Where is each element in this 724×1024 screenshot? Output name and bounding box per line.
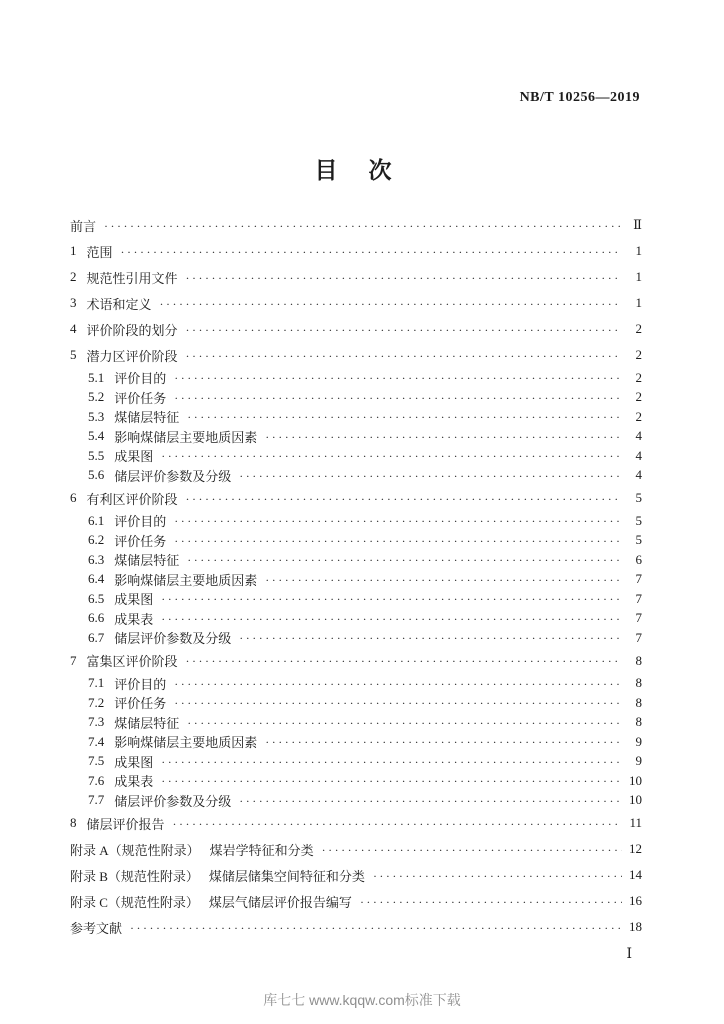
toc-entry-label: 煤储层储集空间特征和分类 <box>208 868 365 884</box>
toc-entry-label: 成果图 <box>114 592 154 608</box>
toc-entry-number: 7.1 <box>88 675 105 691</box>
folio-page-number: Ⅰ <box>626 947 632 962</box>
toc-entry <box>70 914 642 940</box>
dot-leader <box>174 370 622 385</box>
toc-entry-number: 6.5 <box>88 590 105 606</box>
dot-leader <box>174 390 622 405</box>
dot-leader <box>174 533 622 548</box>
toc-entry <box>70 693 642 713</box>
toc-entry-label: 储层评价报告 <box>86 816 165 832</box>
toc-entry <box>70 290 642 316</box>
toc-entry <box>70 446 642 466</box>
toc-entry <box>70 589 642 609</box>
toc-entry-page: 1 <box>635 269 642 284</box>
dot-leader <box>161 448 622 463</box>
toc-entry-number: 附录 C（规范性附录） <box>70 894 199 910</box>
toc-entry <box>70 732 642 752</box>
dot-leader <box>186 270 622 285</box>
dot-leader <box>186 491 622 506</box>
toc-entry-label: 潜力区评价阶段 <box>86 348 178 364</box>
toc-entry-page: 2 <box>635 347 642 362</box>
toc-entry-label: 煤储层特征 <box>114 410 180 426</box>
toc-entry-page: 2 <box>635 408 642 424</box>
dot-leader <box>186 348 622 363</box>
watermark-text: 库七七 www.kqqw.com标准下载 <box>263 992 461 1008</box>
page-title: 目 次 <box>314 157 396 183</box>
toc-entry-page: 7 <box>635 629 642 645</box>
toc-entry-number: 2 <box>70 269 77 284</box>
toc-entry-label: 煤储层特征 <box>114 553 180 569</box>
toc-entry-page: 4 <box>635 428 642 444</box>
toc-entry-number: 7 <box>70 652 77 668</box>
table-of-contents <box>70 212 642 940</box>
toc-entry-label: 评价阶段的划分 <box>86 322 178 338</box>
toc-entry-number: 6.6 <box>88 610 105 626</box>
toc-entry <box>70 674 642 694</box>
toc-entry-number: 6.7 <box>88 629 105 645</box>
dot-leader <box>160 296 622 311</box>
dot-leader <box>373 868 622 883</box>
toc-entry-page: 14 <box>629 867 642 882</box>
toc-entry-number: 7.7 <box>88 792 105 808</box>
toc-entry <box>70 388 642 408</box>
toc-entry-label: 成果表 <box>114 774 154 790</box>
dot-leader <box>265 572 622 587</box>
dot-leader <box>265 734 622 749</box>
dot-leader <box>187 552 622 567</box>
toc-entry <box>70 316 642 342</box>
toc-entry <box>70 238 642 264</box>
toc-entry-label: 影响煤储层主要地质因素 <box>114 572 258 588</box>
toc-entry-number: 5.1 <box>88 369 105 385</box>
toc-entry-number: 附录 A（规范性附录） <box>70 842 200 858</box>
dot-leader <box>121 244 622 259</box>
dot-leader <box>239 630 622 645</box>
toc-entry-label: 评价目的 <box>114 676 167 692</box>
toc-entry-page: 7 <box>635 590 642 606</box>
toc-entry-label: 影响煤储层主要地质因素 <box>114 429 258 445</box>
toc-entry-page: 10 <box>629 772 642 788</box>
toc-entry-number: 7.4 <box>88 733 105 749</box>
toc-entry <box>70 862 642 888</box>
toc-entry-page: 16 <box>629 893 642 908</box>
dot-leader <box>187 715 622 730</box>
toc-entry-number: 5 <box>70 347 77 362</box>
toc-entry-label: 术语和定义 <box>86 296 152 312</box>
dot-leader <box>174 513 622 528</box>
toc-entry <box>70 531 642 551</box>
toc-entry-page: 10 <box>629 792 642 808</box>
toc-entry <box>70 485 642 511</box>
toc-entry <box>70 791 642 811</box>
toc-entry <box>70 342 642 368</box>
toc-entry-page: 8 <box>635 675 642 691</box>
toc-entry <box>70 570 642 590</box>
toc-entry-label: 评价任务 <box>114 533 167 549</box>
dot-leader <box>174 676 622 691</box>
toc-entry-number: 7.5 <box>88 753 105 769</box>
toc-entry-label: 有利区评价阶段 <box>86 491 178 507</box>
toc-entry-page: 2 <box>635 321 642 336</box>
toc-entry-number: 5.2 <box>88 389 105 405</box>
toc-entry-number: 6 <box>70 490 77 505</box>
toc-entry-number: 5.4 <box>88 428 105 444</box>
toc-entry <box>70 212 642 238</box>
toc-entry <box>70 713 642 733</box>
toc-entry-page: 4 <box>635 467 642 483</box>
dot-leader <box>186 653 622 668</box>
toc-entry-number: 6.4 <box>88 571 105 587</box>
toc-entry-page: 5 <box>635 532 642 548</box>
toc-entry-label: 范围 <box>86 244 113 260</box>
toc-entry-number: 附录 B（规范性附录） <box>70 868 199 884</box>
toc-entry-label: 评价目的 <box>114 371 167 387</box>
toc-entry-number: 7.3 <box>88 714 105 730</box>
toc-entry-label: 前言 <box>70 218 97 234</box>
toc-entry <box>70 550 642 570</box>
toc-entry-page: 8 <box>635 652 642 668</box>
toc-entry-label: 储层评价参数及分级 <box>114 631 232 647</box>
dot-leader <box>187 409 622 424</box>
dot-leader <box>174 695 622 710</box>
toc-entry <box>70 368 642 388</box>
toc-entry-page: 2 <box>635 369 642 385</box>
toc-entry-label: 成果表 <box>114 611 154 627</box>
toc-entry-page: 9 <box>635 753 642 769</box>
dot-leader <box>173 816 622 831</box>
toc-entry <box>70 836 642 862</box>
toc-entry-label: 规范性引用文件 <box>86 270 178 286</box>
toc-entry <box>70 427 642 447</box>
standard-number: NB/T 10256—2019 <box>519 90 640 105</box>
toc-entry <box>70 264 642 290</box>
toc-entry-number: 7.6 <box>88 772 105 788</box>
toc-entry <box>70 771 642 791</box>
toc-entry <box>70 609 642 629</box>
toc-entry-page: 1 <box>635 243 642 258</box>
toc-entry-label: 参考文献 <box>70 920 123 936</box>
toc-entry-number: 6.2 <box>88 532 105 548</box>
dot-leader <box>161 754 622 769</box>
toc-entry-page: 5 <box>635 490 642 505</box>
toc-entry-number: 7.2 <box>88 694 105 710</box>
toc-entry <box>70 888 642 914</box>
dot-leader <box>239 468 622 483</box>
toc-entry-label: 评价任务 <box>114 390 167 406</box>
toc-entry-page: 18 <box>629 919 642 934</box>
toc-entry-number: 8 <box>70 815 77 830</box>
dot-leader <box>104 218 622 233</box>
toc-entry-page: 9 <box>635 733 642 749</box>
toc-entry-label: 煤岩学特征和分类 <box>209 842 314 858</box>
dot-leader <box>130 920 622 935</box>
toc-entry-page: 4 <box>635 447 642 463</box>
toc-entry-label: 储层评价参数及分级 <box>114 793 232 809</box>
toc-entry-label: 煤储层特征 <box>114 715 180 731</box>
toc-entry-number: 5.6 <box>88 467 105 483</box>
dot-leader <box>186 322 622 337</box>
toc-entry <box>70 511 642 531</box>
toc-entry <box>70 810 642 836</box>
toc-entry-number: 6.3 <box>88 551 105 567</box>
dot-leader <box>239 793 622 808</box>
dot-leader <box>265 429 622 444</box>
toc-entry-number: 1 <box>70 243 77 258</box>
toc-entry-page: 7 <box>635 571 642 587</box>
toc-entry <box>70 648 642 674</box>
toc-entry-page: Ⅱ <box>633 217 642 232</box>
dot-leader <box>161 591 622 606</box>
dot-leader <box>360 894 622 909</box>
toc-entry-number: 5.5 <box>88 447 105 463</box>
toc-entry-page: 8 <box>635 714 642 730</box>
toc-entry-page: 7 <box>635 610 642 626</box>
toc-entry-label: 储层评价参数及分级 <box>114 468 232 484</box>
toc-entry-page: 12 <box>629 841 642 856</box>
toc-entry <box>70 466 642 486</box>
toc-entry-label: 富集区评价阶段 <box>86 654 178 669</box>
toc-entry <box>70 407 642 427</box>
dot-leader <box>161 773 622 788</box>
toc-entry-page: 11 <box>629 815 642 830</box>
dot-leader <box>161 611 622 626</box>
dot-leader <box>322 842 622 857</box>
toc-entry-label: 成果图 <box>114 449 154 465</box>
toc-entry-number: 5.3 <box>88 408 105 424</box>
toc-entry-label: 影响煤储层主要地质因素 <box>114 735 258 751</box>
toc-entry <box>70 628 642 648</box>
toc-entry-number: 6.1 <box>88 512 105 528</box>
toc-entry-label: 评价目的 <box>114 514 167 530</box>
toc-entry-page: 6 <box>635 551 642 567</box>
toc-entry-number: 4 <box>70 321 77 336</box>
toc-entry-label: 评价任务 <box>114 696 167 712</box>
toc-entry-page: 1 <box>635 295 642 310</box>
page-header <box>70 88 640 106</box>
toc-entry-page: 2 <box>635 389 642 405</box>
toc-entry <box>70 752 642 772</box>
toc-entry-page: 5 <box>635 512 642 528</box>
toc-entry-label: 煤层气储层评价报告编写 <box>208 894 352 910</box>
toc-entry-label: 成果图 <box>114 754 154 770</box>
toc-entry-page: 8 <box>635 694 642 710</box>
toc-entry-number: 3 <box>70 295 77 310</box>
